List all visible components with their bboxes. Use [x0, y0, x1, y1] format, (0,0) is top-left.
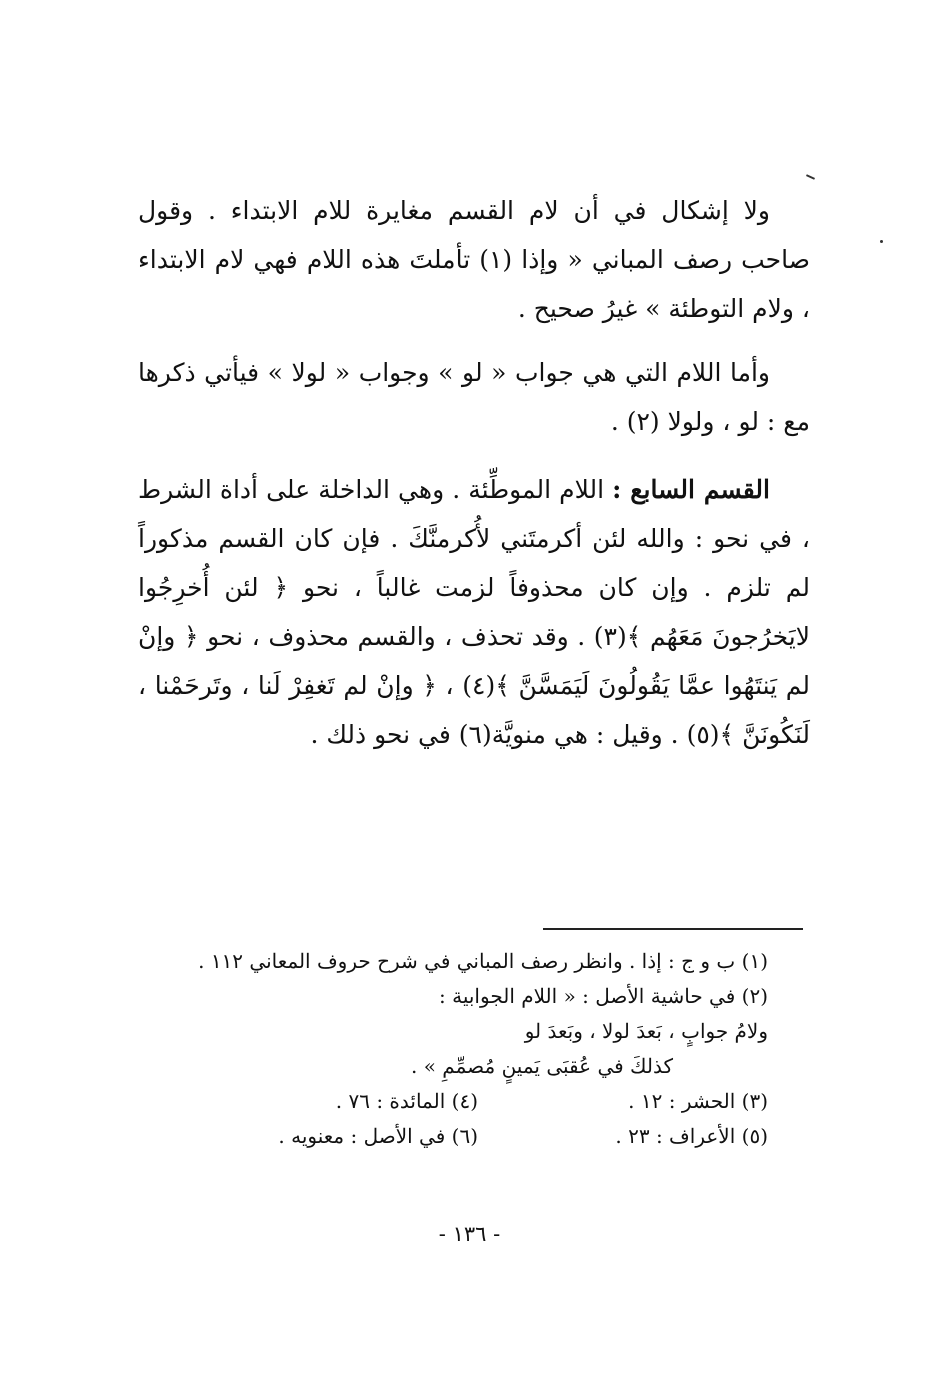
footnotes [180, 944, 768, 1154]
footnote-3: (٣) الحشر : ١٢ . [628, 1089, 768, 1113]
page-number: - ١٣٦ - [438, 1222, 501, 1246]
paragraph-1 [138, 186, 810, 333]
section-heading: القسم السابع : [612, 475, 770, 504]
footnote-2-verse-2: كذلكَ في عُقبَى يَمينٍ مُصمِّمِ » . [410, 1054, 673, 1078]
footnote-2: (٢) في حاشية الأصل : « اللام الجوابية : [439, 984, 768, 1008]
footnote-6: (٦) في الأصل : معنويه . [278, 1124, 478, 1148]
paragraph-3-text: اللام الموطِّئة . وهي الداخلة على أداة الشرط ، في نحو : والله لئن أكرمتَني لأُكرمنَّكَ . فإن كان القسم مذكوراً لم تلزم . وإن كان محذوفاً لزمت غالباً ، نحو ﴿ لئن أُخرِجُوا لايَخرُجونَ مَعَهُم ﴾(٣) . وقد تحذف ، والقسم محذوف ، نحو ﴿ وإنْ لم يَنتَهُوا عمَّا يَقُولُونَ لَيَمَسَّنَّ ﴾(٤) ، ﴿ وإنْ لم تَغفِرْ لَنا ، وتَرحَمْنا ، لَنَكُونَنَّ ﴾(٥) . وقيل : هي منويَّة(٦) في نحو ذلك . [138, 475, 810, 749]
footnote-4: (٤) المائدة : ٧٦ . [335, 1089, 478, 1113]
paragraph-2 [138, 348, 810, 446]
paragraph-2-text: وأما اللام التي هي جواب « لو » وجواب « لولا » فيأتي ذكرها مع : لو ، ولولا (٢) . [138, 358, 810, 436]
main-text [138, 186, 810, 778]
paragraph-3 [138, 465, 810, 759]
scan-speck [880, 240, 883, 243]
footnote-row-3-4 [180, 1084, 768, 1119]
footnote-row-5-6 [180, 1119, 768, 1154]
scan-speck [806, 174, 815, 180]
footnote-5: (٥) الأعراف : ٢٣ . [615, 1124, 768, 1148]
footnote-separator [543, 928, 803, 930]
paragraph-1-text: ولا إشكال في أن لام القسم مغايرة للام الابتداء . وقول صاحب رصف المباني « وإذا (١) تأملتَ هذه اللام فهي لام الابتداء ، ولام التوطئة » غيرُ صحيح . [138, 196, 810, 323]
footnote-1: (١) ب و ج : إذا . وانظر رصف المباني في شرح حروف المعاني ١١٢ . [198, 949, 768, 973]
footnote-2-verse-1: ولامُ جوابٍ ، بَعدَ لولا ، وبَعدَ لو [524, 1019, 768, 1043]
